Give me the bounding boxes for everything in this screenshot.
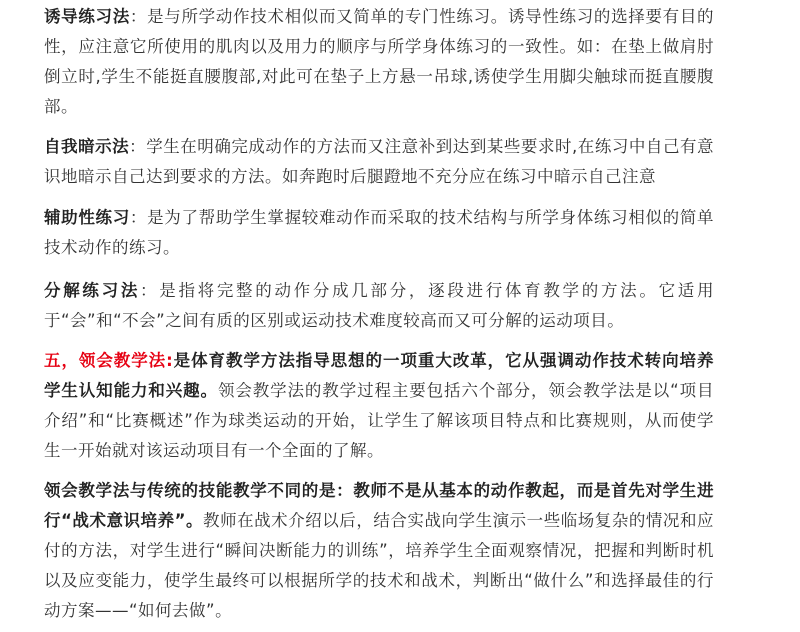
term-heading: 自我暗示法 — [44, 137, 130, 156]
bold-statement: 领会教学法与传统的技能教学不同的是：教师不是从基本的动作教起，而是首先对学生进行“战术意识培养”。 — [44, 481, 714, 530]
paragraph-comparison — [44, 476, 714, 626]
section-heading: 五，领会教学法: — [44, 351, 174, 370]
paragraph-text: ：是与所学动作技术相似而又简单的专门性练习。诱导性练习的选择要有目的性，应注意它所使用的肌肉以及用力的顺序与所学身体练习的一致性。如：在垫上做肩肘倒立时,学生不能挺直腰腹部,对此可在垫子上方悬一吊球,诱使学生用脚尖触球而挺直腰腹部。 — [44, 7, 715, 116]
paragraph-text: 领会教学法的教学过程主要包括六个部分，领会教学法是以“项目介绍”和“比赛概述”作为球类运动的开始，让学生了解该项目特点和比赛规则，从而使学生一开始就对该运动项目有一个全面的了解。 — [44, 381, 714, 460]
paragraph-text: ：是为了帮助学生掌握较难动作而采取的技术结构与所学身体练习相似的简单技术动作的练习。 — [44, 208, 715, 257]
paragraph-self-suggestion — [44, 132, 714, 192]
paragraph-text: ：学生在明确完成动作的方法而又注意补到达到某些要求时,在练习中自己有意识地暗示自己达到要求的方法。如奔跑时后腿蹬地不充分应在练习中暗示自己注意 — [44, 137, 715, 186]
paragraph-decomposition-practice — [44, 276, 714, 336]
paragraph-text: ：是指将完整的动作分成几部分，逐段进行体育教学的方法。它适用于“会”和“不会”之间有质的区别或运动技术难度较高而又可分解的运动项目。 — [44, 281, 715, 330]
term-heading: 辅助性练习 — [44, 208, 130, 227]
paragraph-induction-practice — [44, 2, 714, 122]
paragraph-text: 教师在战术介绍以后，结合实战向学生演示一些临场复杂的情况和应付的方法，对学生进行“瞬间决断能力的训练”，培养学生全面观察情况，把握和判断时机以及应变能力，使学生最终可以根据所学的技术和战术，判断出“做什么”和选择最佳的行动方案——“如何去做”。 — [44, 511, 714, 620]
term-heading: 分解练习法 — [44, 281, 141, 300]
term-heading: 诱导练习法 — [44, 7, 130, 26]
paragraph-auxiliary-practice — [44, 203, 714, 263]
paragraph-teaching-games-for-understanding — [44, 346, 714, 466]
bold-statement: 是体育教学方法指导思想的一项重大改革，它从强调动作技术转向培养学生认知能力和兴趣。 — [44, 351, 714, 400]
